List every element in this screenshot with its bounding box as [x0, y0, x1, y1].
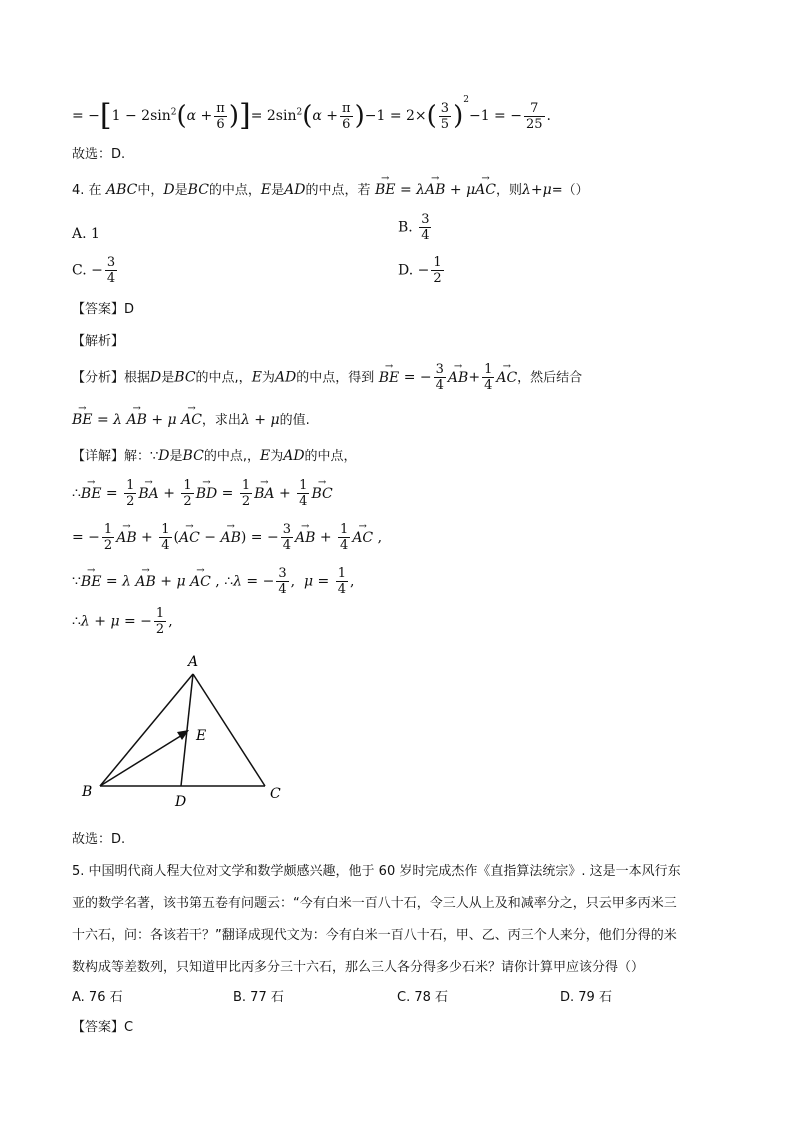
paren-close: ) [354, 101, 365, 131]
formula-text: −1 = − [468, 108, 522, 124]
exponent: 2 [296, 107, 303, 118]
fraction: $\frac{\pi}{6}$ [216, 100, 225, 132]
side-ab [100, 674, 193, 786]
top-formula: = $-[1 - 2\sin^2(\alpha$ + $\frac{\pi}{6}$ )]= $2\sin^2(\alpha$ + $\frac{\pi}{6}$ )−1 = 2×( $\frac{3}{5}$ )$^2$−1 = − $\frac{7}{25}$ . [72, 95, 551, 133]
q4-guxuan: 故选：D. [72, 832, 126, 847]
formula-text: 1 − 2sin [111, 108, 171, 124]
q4-fenxi: 【分析】根据D是BC的中点,，E为AD的中点，得到 → BE = − $\frac{3}{4}$ → AB+ $\frac{1}{4}$ → AC，然后结合 [72, 362, 582, 393]
q4-jiexi: 【解析】 [72, 334, 125, 349]
q4-option-d: D. − $\frac{1}{2}$ [398, 255, 442, 286]
q5-line-1: 5. 中国明代商人程大位对文学和数学颇感兴趣，他于 60 岁时完成杰作《直指算法统宗》. 这是一本风行东 [72, 864, 681, 879]
label-c: C [270, 786, 281, 802]
paren-close: ) [453, 101, 464, 131]
paren-open: ( [302, 101, 313, 131]
q4-option-a: A. 1 [72, 226, 100, 242]
q5-line-3: 十六石，问：各该若干？”翻译成现代文为：今有白米一百八十石，甲、乙、丙三个人来分，他们分得的米 [72, 928, 677, 943]
q5-option-b: B. 77 石 [233, 990, 284, 1005]
exponent: 2 [170, 107, 177, 118]
q4-option-c: C. − $\frac{3}{4}$ [72, 255, 116, 286]
derivation-line-3: ∵→ BE = λ → AB + μ → AC , ∴λ = − $\frac{3}{4}$ , μ = $\frac{1}{4}$ , [72, 566, 354, 597]
bracket-open: [ [99, 98, 112, 133]
q5-answer: 【答案】C [72, 1020, 134, 1035]
bracket-close: ] [239, 98, 251, 133]
label-d: D [175, 794, 187, 810]
formula-text: α + [186, 108, 213, 124]
label-e: E [196, 728, 207, 744]
q5-option-c: C. 78 石 [397, 990, 449, 1005]
q5-line-4: 数构成等差数列，只知道甲比丙多分三十六石，那么三人各分得多少石米？请你计算甲应该分得（） [72, 960, 645, 975]
fraction: $\frac{7}{25}$ [525, 100, 543, 132]
q4-stem: 4. 在 ABC中，D是BC的中点，E是AD的中点，若 → BE = λ→ AB + μ→ AC，则λ+μ=（） [72, 180, 589, 201]
derivation-line-1: ∴→ BE = $\frac{1}{2}$ → BA + $\frac{1}{2}$ → BD = $\frac{1}{2}$ → BA + $\frac{1}{4}$ → BC [72, 478, 333, 509]
q4-xiangjie: 【详解】解：∵D是BC的中点,，E为AD的中点， [72, 448, 357, 464]
vector-be [100, 732, 187, 786]
label-a: A [188, 654, 199, 670]
formula-text: = 2sin [250, 108, 297, 124]
median-ad [181, 674, 193, 786]
q5-option-a: A. 76 石 [72, 990, 123, 1005]
derivation-line-4: ∴λ + μ = − $\frac{1}{2}$ , [72, 606, 173, 637]
formula-text: α + [312, 108, 339, 124]
triangle-figure [72, 650, 312, 810]
formula-text: −1 = 2× [364, 108, 427, 124]
q4-answer: 【答案】D [72, 302, 135, 317]
q5-option-d: D. 79 石 [560, 990, 612, 1005]
label-b: B [82, 784, 93, 800]
q4-option-b: B. $\frac{3}{4}$ [398, 212, 430, 243]
q4-fenxi-cont: → BE = λ → AB + μ → AC，求出λ + μ的值. [72, 410, 310, 431]
fraction: $\frac{3}{5}$ [440, 100, 450, 132]
exponent: 2 [463, 95, 469, 105]
paren-open: ( [426, 101, 437, 131]
paren-open: ( [176, 101, 187, 131]
derivation-line-2: = − $\frac{1}{2}$ → AB + $\frac{1}{4}$ (→ AC − → AB) = − $\frac{3}{4}$ → AB + $\frac{1}{4}$ → AC , [72, 522, 382, 553]
q5-line-2: 亚的数学名著，该书第五卷有问题云：“今有白米一百八十石，令三人从上及和减率分之，只云甲多丙米三 [72, 896, 677, 911]
paren-close: ) [228, 101, 239, 131]
guxuan-line: 故选：D. [72, 147, 126, 162]
fraction: $\frac{\pi}{6}$ [342, 100, 351, 132]
formula-text: = − [72, 108, 100, 124]
